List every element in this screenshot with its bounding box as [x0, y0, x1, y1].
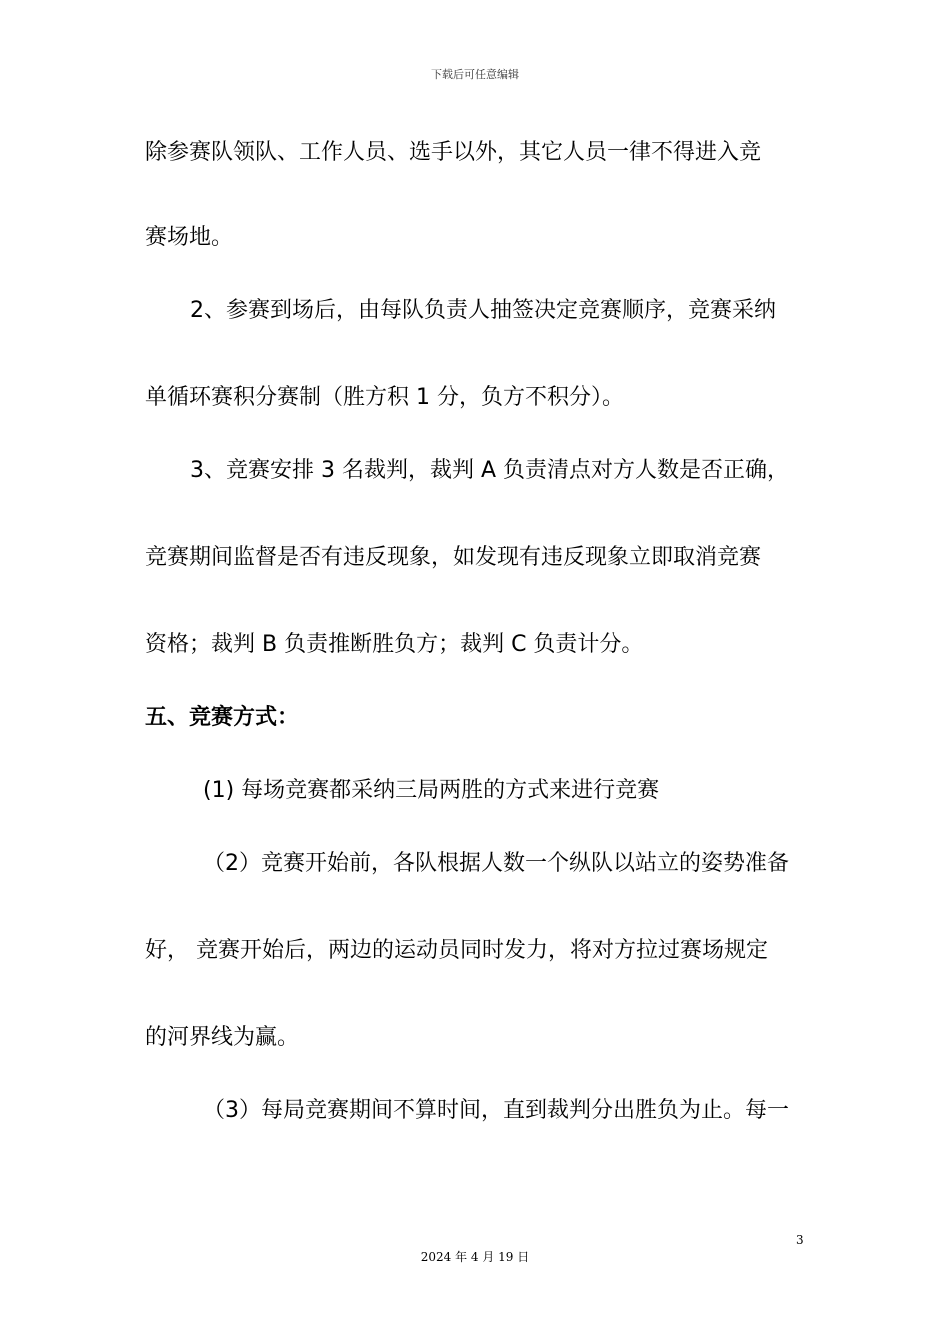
body-line-1: 除参赛队领队、工作人员、选手以外，其它人员一律不得进入竞 — [145, 140, 762, 165]
body-line-11: 好， 竞赛开始后，两边的运动员同时发力，将对方拉过赛场规定 — [145, 938, 768, 963]
body-line-13: （3）每局竞赛期间不算时间，直到裁判分出胜负为止。每一 — [203, 1098, 789, 1123]
body-line-5: 3、竞赛安排 3 名裁判，裁判 A 负责清点对方人数是否正确， — [190, 458, 790, 483]
body-line-12: 的河界线为赢。 — [145, 1025, 300, 1050]
body-line-10: （2）竞赛开始前，各队根据人数一个纵队以站立的姿势准备 — [203, 851, 789, 876]
page-header: 下载后可任意编辑 — [431, 68, 519, 81]
body-line-6: 竞赛期间监督是否有违反现象，如发现有违反现象立即取消竞赛 — [145, 545, 762, 570]
body-line-9: (1) 每场竞赛都采纳三局两胜的方式来进行竞赛 — [203, 778, 660, 803]
page-number: 3 — [796, 1233, 804, 1247]
body-line-7: 资格；裁判 B 负责推断胜负方；裁判 C 负责计分。 — [145, 632, 644, 657]
body-line-3: 2、参赛到场后，由每队负责人抽签决定竞赛顺序，竞赛采纳 — [190, 298, 776, 323]
footer-date: 2024 年 4 月 19 日 — [420, 1250, 530, 1264]
body-line-4: 单循环赛积分赛制（胜方积 1 分，负方不积分）。 — [145, 385, 624, 410]
section-heading: 五、竞赛方式： — [145, 705, 300, 730]
body-line-2: 赛场地。 — [145, 225, 234, 250]
